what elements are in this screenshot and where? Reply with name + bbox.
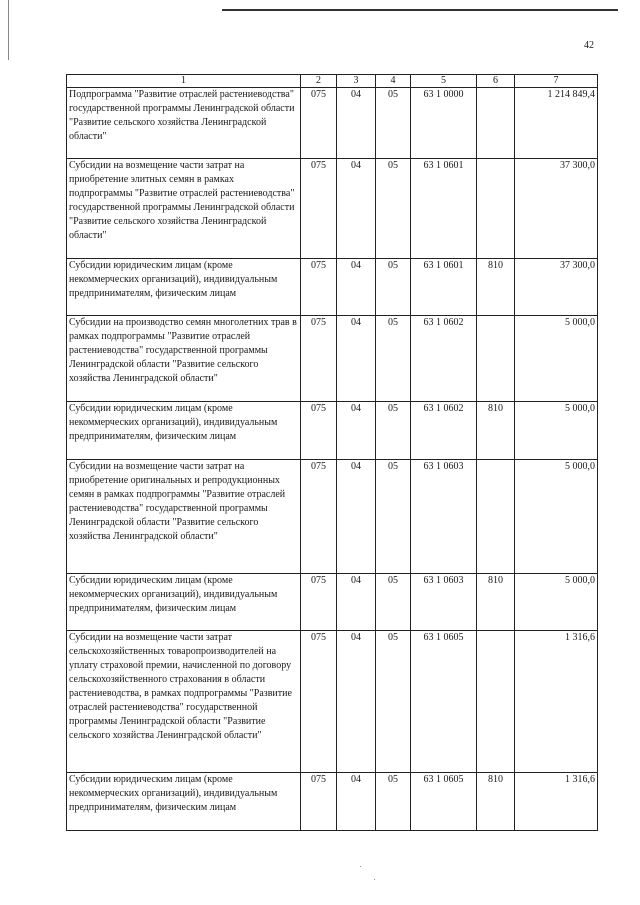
row-amount: 1 214 849,4 — [515, 88, 598, 159]
header-cell: 5 — [411, 75, 477, 88]
row-amount: 5 000,0 — [515, 316, 598, 402]
row-section: 04 — [337, 574, 376, 631]
row-amount: 5 000,0 — [515, 574, 598, 631]
row-section: 04 — [337, 316, 376, 402]
row-subsection: 05 — [376, 159, 411, 259]
row-name: Субсидии на возмещение части затрат на приобретение элитных семян в рамках подпрограммы "Развитие отраслей растениеводства" государственной программы Ленинградской области "Развитие сельского хозяйства Ленинградской области" — [67, 159, 301, 259]
row-grbs: 075 — [301, 574, 337, 631]
row-name: Субсидии на производство семян многолетних трав в рамках подпрограммы "Развитие отраслей растениеводства" государственной программы Ленинградской области "Развитие сельского хозяйства Ленинградской области" — [67, 316, 301, 402]
row-target-code: 63 1 0605 — [411, 631, 477, 773]
row-section: 04 — [337, 460, 376, 574]
row-subsection: 05 — [376, 316, 411, 402]
row-grbs: 075 — [301, 631, 337, 773]
row-expense-type — [477, 159, 515, 259]
row-grbs: 075 — [301, 460, 337, 574]
row-target-code: 63 1 0605 — [411, 773, 477, 831]
header-cell: 2 — [301, 75, 337, 88]
row-grbs: 075 — [301, 88, 337, 159]
row-target-code: 63 1 0601 — [411, 259, 477, 316]
row-subsection: 05 — [376, 460, 411, 574]
row-amount: 37 300,0 — [515, 159, 598, 259]
row-section: 04 — [337, 402, 376, 460]
table-row — [67, 460, 598, 574]
row-target-code: 63 1 0602 — [411, 402, 477, 460]
scan-edge-line — [8, 0, 9, 60]
row-grbs: 075 — [301, 259, 337, 316]
row-expense-type — [477, 88, 515, 159]
row-section: 04 — [337, 259, 376, 316]
row-section: 04 — [337, 631, 376, 773]
row-expense-type — [477, 316, 515, 402]
row-name: Субсидии на возмещение части затрат на приобретение оригинальных и репродукционных семян в рамках подпрограммы "Развитие отраслей растениеводства" государственной программы Ленинградской области "Развитие сельского хозяйства Ленинградской области" — [67, 460, 301, 574]
row-amount: 37 300,0 — [515, 259, 598, 316]
table-row — [67, 88, 598, 159]
row-subsection: 05 — [376, 259, 411, 316]
row-expense-type: 810 — [477, 574, 515, 631]
top-rule — [222, 9, 618, 11]
row-expense-type — [477, 460, 515, 574]
table-row — [67, 159, 598, 259]
scan-speck — [374, 879, 375, 880]
scan-speck — [360, 866, 361, 867]
row-subsection: 05 — [376, 631, 411, 773]
table-row — [67, 402, 598, 460]
table-row — [67, 773, 598, 831]
row-expense-type: 810 — [477, 259, 515, 316]
row-name: Субсидии юридическим лицам (кроме некоммерческих организаций), индивидуальным предпринимателям, физическим лицам — [67, 574, 301, 631]
row-target-code: 63 1 0601 — [411, 159, 477, 259]
row-subsection: 05 — [376, 773, 411, 831]
row-expense-type — [477, 631, 515, 773]
row-expense-type: 810 — [477, 773, 515, 831]
header-cell: 1 — [67, 75, 301, 88]
row-subsection: 05 — [376, 88, 411, 159]
row-target-code: 63 1 0000 — [411, 88, 477, 159]
row-subsection: 05 — [376, 402, 411, 460]
row-grbs: 075 — [301, 773, 337, 831]
row-name: Субсидии юридическим лицам (кроме некоммерческих организаций), индивидуальным предпринимателям, физическим лицам — [67, 402, 301, 460]
row-subsection: 05 — [376, 574, 411, 631]
header-row — [67, 75, 598, 88]
row-name: Субсидии юридическим лицам (кроме некоммерческих организаций), индивидуальным предпринимателям, физическим лицам — [67, 259, 301, 316]
page-number: 42 — [584, 40, 594, 51]
row-target-code: 63 1 0603 — [411, 574, 477, 631]
row-grbs: 075 — [301, 316, 337, 402]
header-cell: 3 — [337, 75, 376, 88]
row-amount: 5 000,0 — [515, 460, 598, 574]
table-row — [67, 631, 598, 773]
row-name: Подпрограмма "Развитие отраслей растениеводства" государственной программы Ленинградской области "Развитие сельского хозяйства Ленинградской области" — [67, 88, 301, 159]
row-amount: 1 316,6 — [515, 773, 598, 831]
header-cell: 6 — [477, 75, 515, 88]
row-section: 04 — [337, 159, 376, 259]
row-amount: 1 316,6 — [515, 631, 598, 773]
row-amount: 5 000,0 — [515, 402, 598, 460]
row-target-code: 63 1 0603 — [411, 460, 477, 574]
table-row — [67, 316, 598, 402]
row-grbs: 075 — [301, 159, 337, 259]
header-cell: 4 — [376, 75, 411, 88]
row-grbs: 075 — [301, 402, 337, 460]
row-section: 04 — [337, 88, 376, 159]
row-section: 04 — [337, 773, 376, 831]
row-name: Субсидии на возмещение части затрат сельскохозяйственных товаропроизводителей на уплату страховой премии, начисленной по договору сельскохозяйственного страхования в области растениеводства, в рамках подпрограммы "Развитие отраслей растениеводства" государственной программы Ленинградской области "Развитие сельского хозяйства Ленинградской области" — [67, 631, 301, 773]
row-expense-type: 810 — [477, 402, 515, 460]
budget-table — [66, 74, 598, 831]
table-row — [67, 574, 598, 631]
row-name: Субсидии юридическим лицам (кроме некоммерческих организаций), индивидуальным предпринимателям, физическим лицам — [67, 773, 301, 831]
header-cell: 7 — [515, 75, 598, 88]
table-row — [67, 259, 598, 316]
row-target-code: 63 1 0602 — [411, 316, 477, 402]
